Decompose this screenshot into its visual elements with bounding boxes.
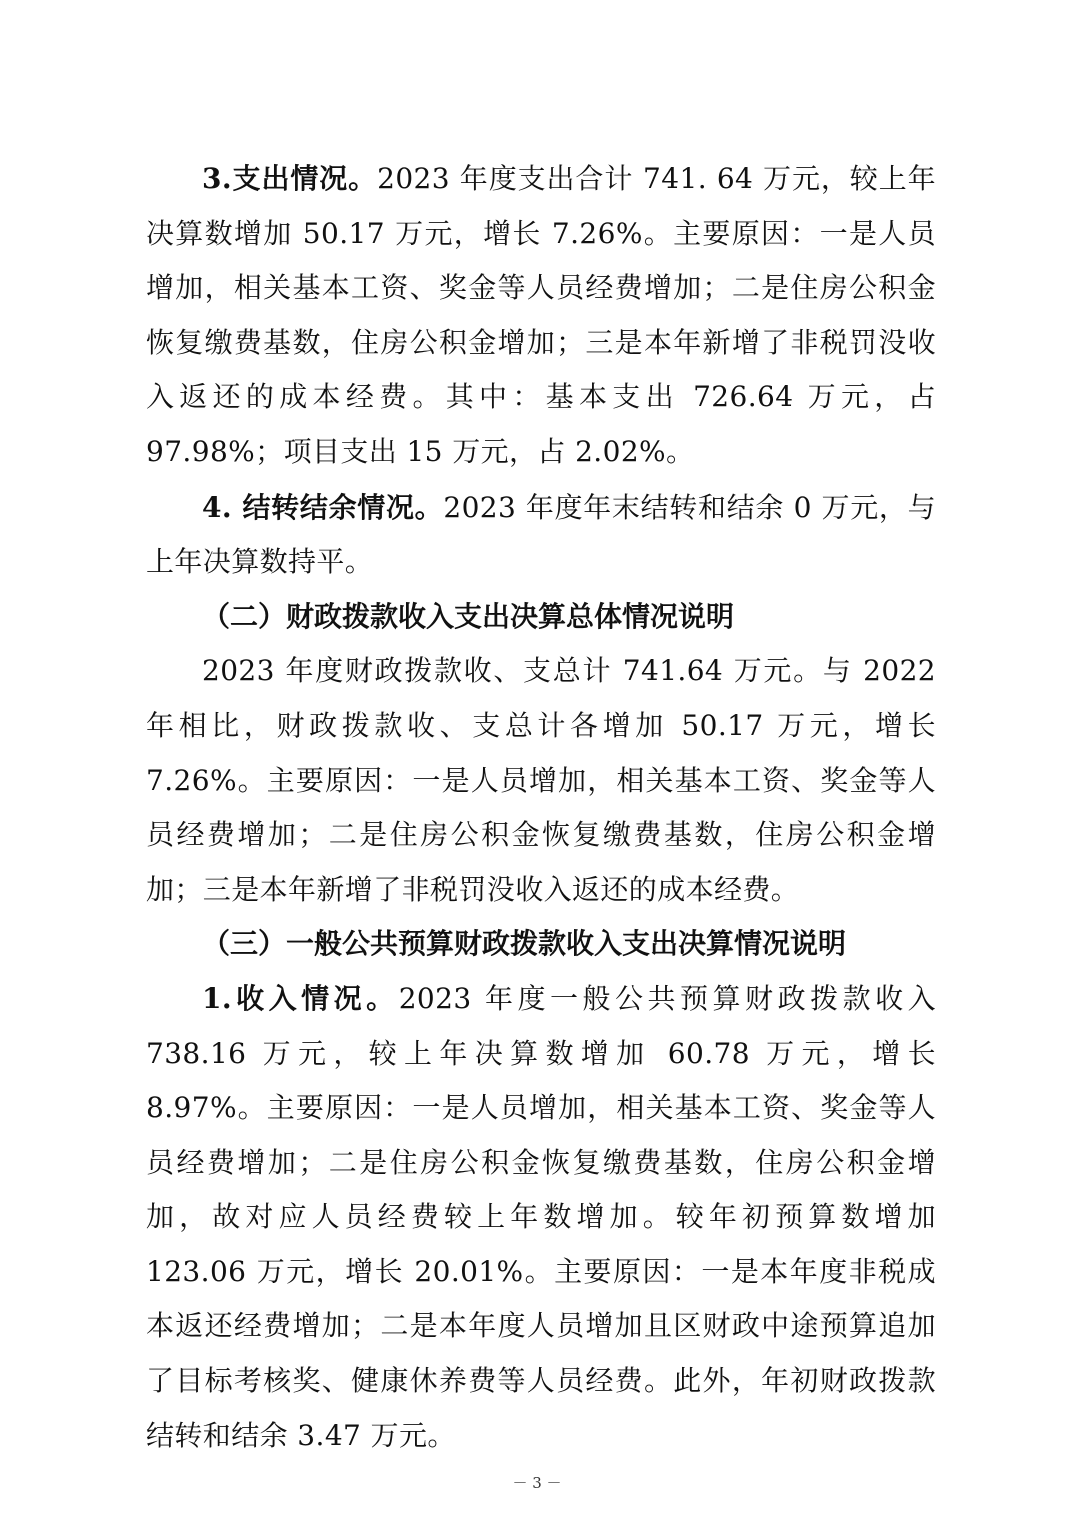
paragraph-fiscal-total: 2023 年度财政拨款收、支总计 741.64 万元。与 2022 年相比，财政拨款收、支总计各增加 50.17 万元，增长 7.26%。主要原因：一是人员增加，相关基本工资、奖金等人员经费增加；二是住房公积金恢复缴费基数，住房公积金增加；三是本年新增了非税罚没收入返还的成本经费。 — [146, 654, 936, 906]
paragraph-text: 2023 年度一般公共预算财政拨款收入 738.16 万元，较上年决算数增加 60.78 万元，增长 8.97%。主要原因：一是人员增加，相关基本工资、奖金等人员经费增加；二是住房公积金恢复缴费基数，住房公积金增加，故对应人员经费较上年数增加。较年初预算数增加 123.06 万元，增长 20.01%。主要原因：一是本年度非税成本返还经费增加；二是本年度人员增加且区财政中途预算追加了目标考核奖、健康休养费等人员经费。此外，年初财政拨款结转和结余 3.47 万元。 — [146, 981, 937, 1452]
paragraph-lead: 1.收入情况。 — [202, 981, 399, 1015]
paragraph-lead: 3.支出情况。 — [202, 162, 378, 195]
section-heading-2: （二）财政拨款收入支出决算总体情况说明 — [202, 599, 735, 633]
paragraph-expenditure — [146, 152, 936, 480]
paragraph-text: 2023 年度支出合计 741. 64 万元，较上年决算数增加 50.17 万元，增长 7.26%。主要原因：一是人员增加，相关基本工资、奖金等人员经费增加；二是住房公积金恢复缴费基数，住房公积金增加；三是本年新增了非税罚没收入返还的成本经费。其中：基本支出 726.64 万元，占 97.98%；项目支出 15 万元，占 2.02%。 — [146, 162, 937, 468]
paragraph-lead: 4. 结转结余情况。 — [202, 490, 444, 524]
paragraph-income — [146, 972, 936, 1463]
page-number: － 3 － — [512, 1474, 562, 1492]
paragraph-carryover — [146, 481, 936, 590]
paragraph-text: 2023 年度年末结转和结余 0 万元，与上年决算数持平。 — [146, 490, 936, 579]
document-body — [146, 152, 936, 1463]
section-heading-3: （三）一般公共预算财政拨款收入支出决算情况说明 — [202, 927, 847, 961]
